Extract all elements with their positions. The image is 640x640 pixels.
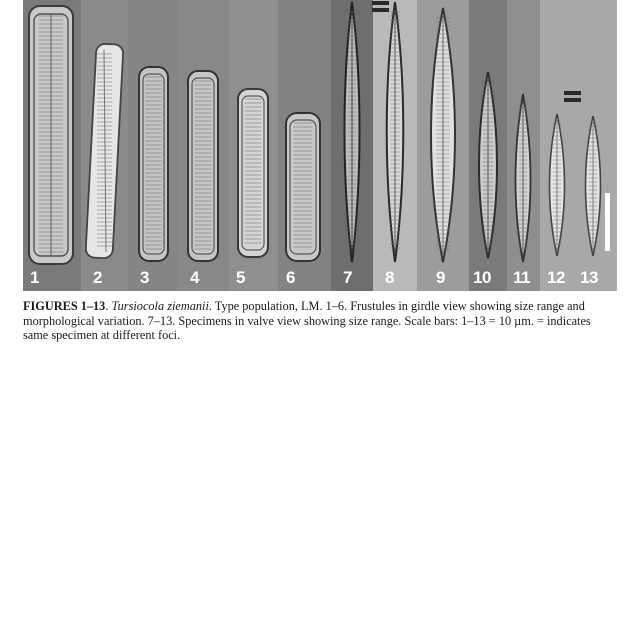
panel-number-12: 12 <box>547 268 565 287</box>
panel-number-9: 9 <box>436 268 445 287</box>
valve-10 <box>469 0 507 291</box>
caption-text: . Type population, LM. 1–6. Frustules in girdle view showing size range and morphological variation. 7–13. Specimens in valve view showing size range. Scale bars: 1–13 = 10 µm. = indicates same specimen at different foci. <box>23 299 591 343</box>
panel-1 <box>23 0 81 291</box>
panel-number-13: 13 <box>580 268 598 287</box>
valve-12 <box>540 0 576 291</box>
panel-13 <box>576 0 617 291</box>
same-specimen-mark-7-8 <box>372 0 389 14</box>
same-specimen-mark-12-13 <box>564 90 581 104</box>
frustule-6 <box>278 0 331 291</box>
scale-bar <box>605 193 610 251</box>
panel-3 <box>128 0 178 291</box>
panel-4 <box>178 0 230 291</box>
panel-2 <box>81 0 128 291</box>
panel-7 <box>331 0 373 291</box>
panel-5 <box>230 0 278 291</box>
frustule-2 <box>81 0 128 291</box>
panel-number-6: 6 <box>286 268 295 287</box>
panel-10 <box>469 0 507 291</box>
panel-number-3: 3 <box>140 268 149 287</box>
panel-number-10: 10 <box>473 268 491 287</box>
panel-11 <box>507 0 540 291</box>
valve-9 <box>417 0 469 291</box>
figure-caption <box>23 299 617 343</box>
panel-number-11: 11 <box>513 268 530 287</box>
panel-number-5: 5 <box>236 268 245 287</box>
panel-6 <box>278 0 331 291</box>
frustule-3 <box>128 0 178 291</box>
panel-number-4: 4 <box>190 268 199 287</box>
micrograph-plate <box>23 0 617 291</box>
panel-number-7: 7 <box>343 268 352 287</box>
panel-number-1: 1 <box>30 268 39 287</box>
panel-8 <box>373 0 417 291</box>
panel-number-2: 2 <box>93 268 102 287</box>
panel-number-8: 8 <box>385 268 394 287</box>
frustule-5 <box>230 0 278 291</box>
valve-8 <box>373 0 417 291</box>
caption-label: FIGURES 1–13 <box>23 299 106 313</box>
caption-label-separator: . <box>105 299 112 313</box>
valve-13 <box>576 0 617 291</box>
valve-11 <box>507 0 540 291</box>
valve-7 <box>331 0 373 291</box>
frustule-4 <box>178 0 230 291</box>
panel-12 <box>540 0 576 291</box>
caption-taxon: Tursiocola ziemanii <box>111 299 209 313</box>
panel-9 <box>417 0 469 291</box>
frustule-1 <box>23 0 81 291</box>
